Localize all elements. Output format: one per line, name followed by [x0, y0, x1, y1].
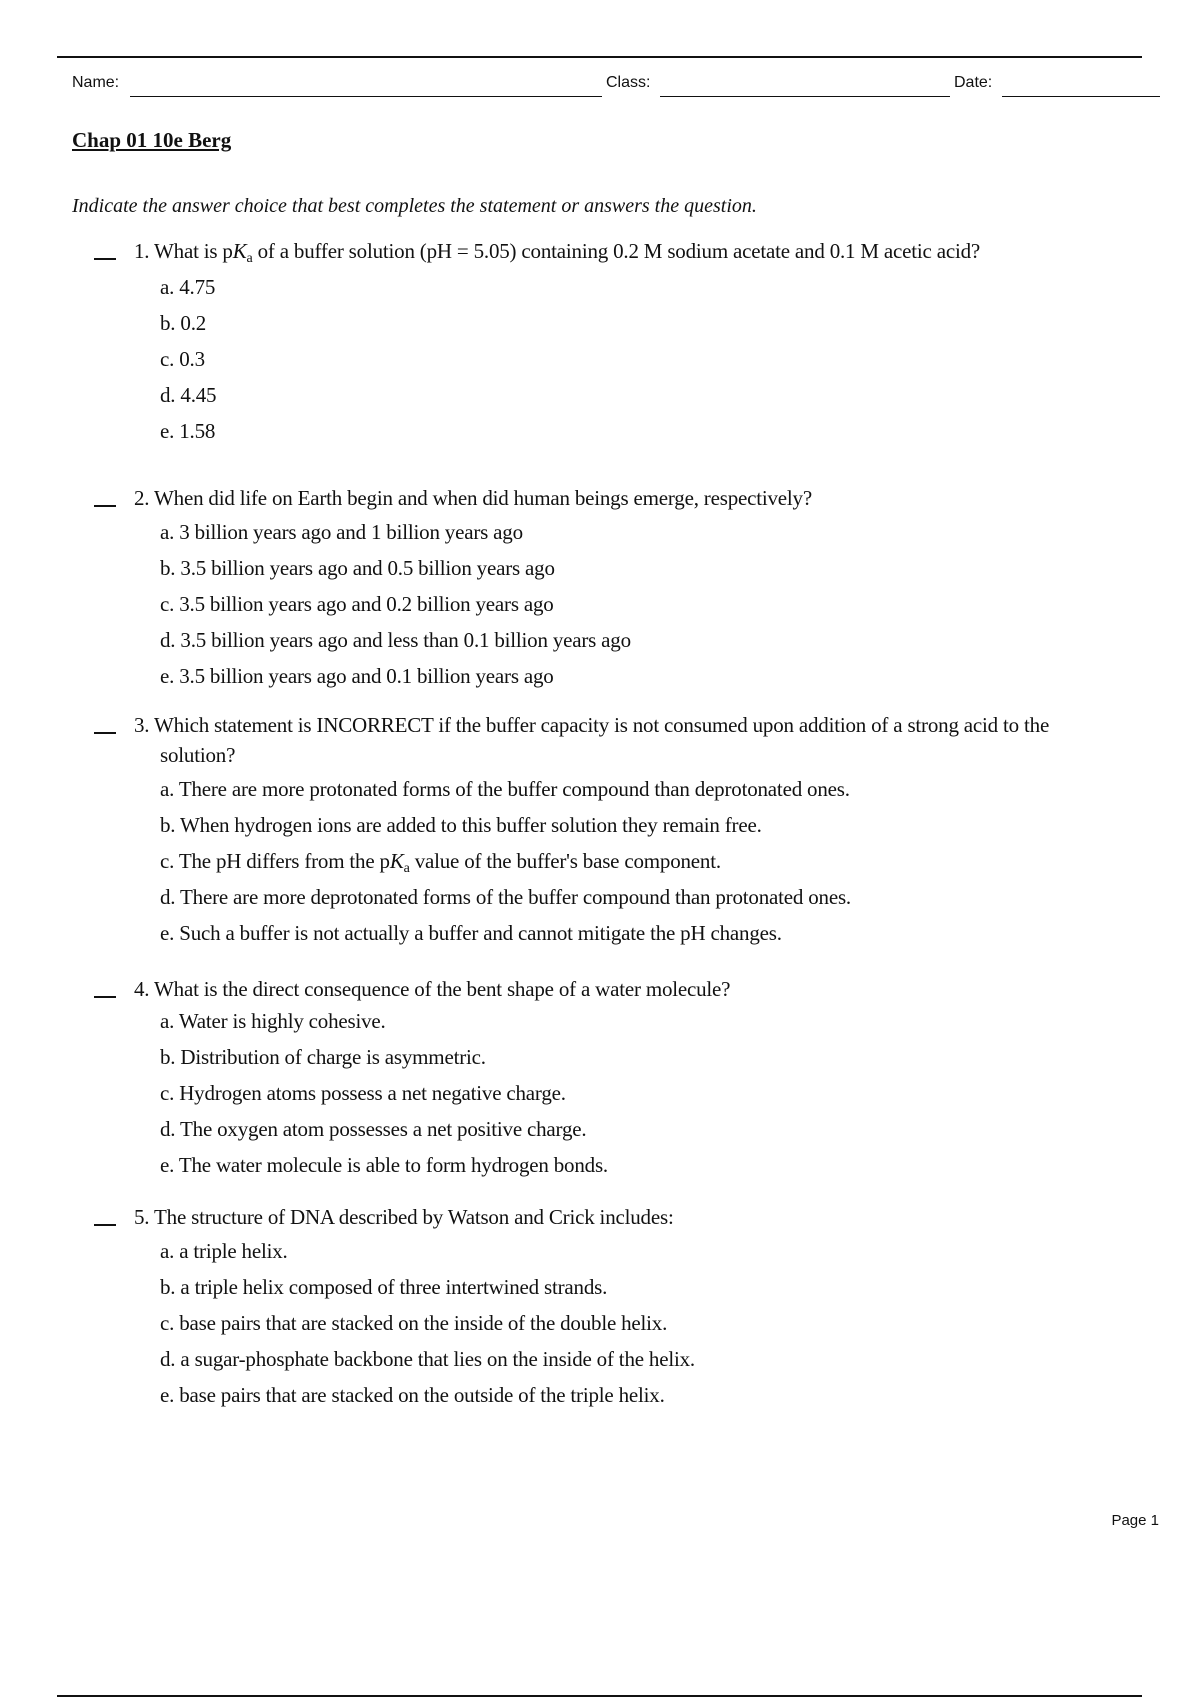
option-a[interactable]: a. There are more protonated forms of the buffer compound than deprotonated ones. — [160, 777, 850, 801]
bottom-rule — [57, 1695, 1142, 1697]
option-e[interactable]: e. 1.58 — [160, 419, 216, 443]
option-c[interactable]: c. base pairs that are stacked on the inside of the double helix. — [160, 1311, 668, 1335]
option-b[interactable]: b. 0.2 — [160, 311, 207, 335]
stem-subscript: a — [246, 251, 253, 266]
option-c[interactable]: c. 3.5 billion years ago and 0.2 billion years ago — [160, 592, 554, 616]
option-d[interactable]: d. 3.5 billion years ago and less than 0.1 billion years ago — [160, 628, 631, 652]
option-d[interactable]: d. a sugar-phosphate backbone that lies on the inside of the helix. — [160, 1347, 695, 1371]
stem-text: solution? — [160, 743, 236, 767]
name-label: Name: — [72, 74, 120, 91]
student-info-header — [72, 74, 1160, 100]
name-field[interactable] — [130, 96, 602, 97]
answer-blank[interactable] — [94, 1224, 116, 1226]
top-rule — [57, 56, 1142, 58]
answer-blank[interactable] — [94, 505, 116, 507]
option-subscript: a — [403, 861, 410, 876]
option-a[interactable]: a. 3 billion years ago and 1 billion years ago — [160, 520, 523, 544]
class-label: Class: — [606, 74, 651, 91]
option-a[interactable]: a. 4.75 — [160, 275, 216, 299]
question-stem — [134, 974, 1154, 1004]
stem-text: of a buffer solution (pH = 5.05) containing 0.2 M sodium acetate and 0.1 M acetic acid? — [252, 239, 981, 263]
option-e[interactable]: e. 3.5 billion years ago and 0.1 billion years ago — [160, 664, 554, 688]
option-e[interactable]: e. base pairs that are stacked on the outside of the triple helix. — [160, 1383, 665, 1407]
date-label: Date: — [954, 74, 993, 91]
stem-text: When did life on Earth begin and when did human beings emerge, respectively? — [154, 486, 812, 510]
answer-blank[interactable] — [94, 258, 116, 260]
question-number: 5. — [134, 1205, 150, 1229]
option-c[interactable]: c. 0.3 — [160, 347, 205, 371]
question-stem — [134, 236, 1154, 274]
question-stem — [134, 710, 1154, 770]
question-number: 1. — [134, 239, 150, 263]
stem-text: The structure of DNA described by Watson and Crick includes: — [154, 1205, 674, 1229]
question-number: 2. — [134, 486, 150, 510]
option-a[interactable]: a. Water is highly cohesive. — [160, 1009, 386, 1033]
stem-text: Which statement is INCORRECT if the buffer capacity is not consumed upon addition of a strong acid to the — [154, 713, 1050, 737]
option-e[interactable]: e. Such a buffer is not actually a buffer and cannot mitigate the pH changes. — [160, 921, 782, 945]
question-number: 4. — [134, 977, 150, 1001]
option-e[interactable]: e. The water molecule is able to form hydrogen bonds. — [160, 1153, 608, 1177]
stem-var: K — [232, 239, 247, 263]
option-b[interactable]: b. a triple helix composed of three intertwined strands. — [160, 1275, 608, 1299]
option-b[interactable]: b. Distribution of charge is asymmetric. — [160, 1045, 486, 1069]
option-var: K — [389, 849, 404, 873]
options-list — [160, 272, 216, 452]
option-d[interactable]: d. The oxygen atom possesses a net positive charge. — [160, 1117, 587, 1141]
answer-blank[interactable] — [94, 996, 116, 998]
option-c[interactable] — [160, 846, 851, 882]
options-list — [160, 1006, 608, 1186]
options-list — [160, 774, 851, 954]
stem-text: What is p — [154, 239, 233, 263]
page-number: Page 1 — [1111, 1512, 1159, 1529]
option-d[interactable]: d. There are more deprotonated forms of the buffer compound than protonated ones. — [160, 885, 851, 909]
option-a[interactable]: a. a triple helix. — [160, 1239, 288, 1263]
option-b[interactable]: b. When hydrogen ions are added to this buffer solution they remain free. — [160, 813, 762, 837]
question-stem — [134, 1202, 1154, 1232]
option-text: c. The pH differs from the p — [160, 849, 390, 873]
class-field[interactable] — [660, 96, 950, 97]
answer-blank[interactable] — [94, 732, 116, 734]
option-d[interactable]: d. 4.45 — [160, 383, 217, 407]
date-field[interactable] — [1002, 96, 1160, 97]
question-stem — [134, 483, 1154, 513]
option-b[interactable]: b. 3.5 billion years ago and 0.5 billion years ago — [160, 556, 555, 580]
options-list — [160, 1236, 695, 1416]
quiz-title: Chap 01 10e Berg — [72, 128, 232, 152]
option-c[interactable]: c. Hydrogen atoms possess a net negative charge. — [160, 1081, 566, 1105]
stem-text: What is the direct consequence of the bent shape of a water molecule? — [154, 977, 731, 1001]
instructions: Indicate the answer choice that best completes the statement or answers the question. — [72, 195, 757, 217]
option-text: value of the buffer's base component. — [409, 849, 721, 873]
question-number: 3. — [134, 713, 150, 737]
options-list — [160, 517, 631, 697]
